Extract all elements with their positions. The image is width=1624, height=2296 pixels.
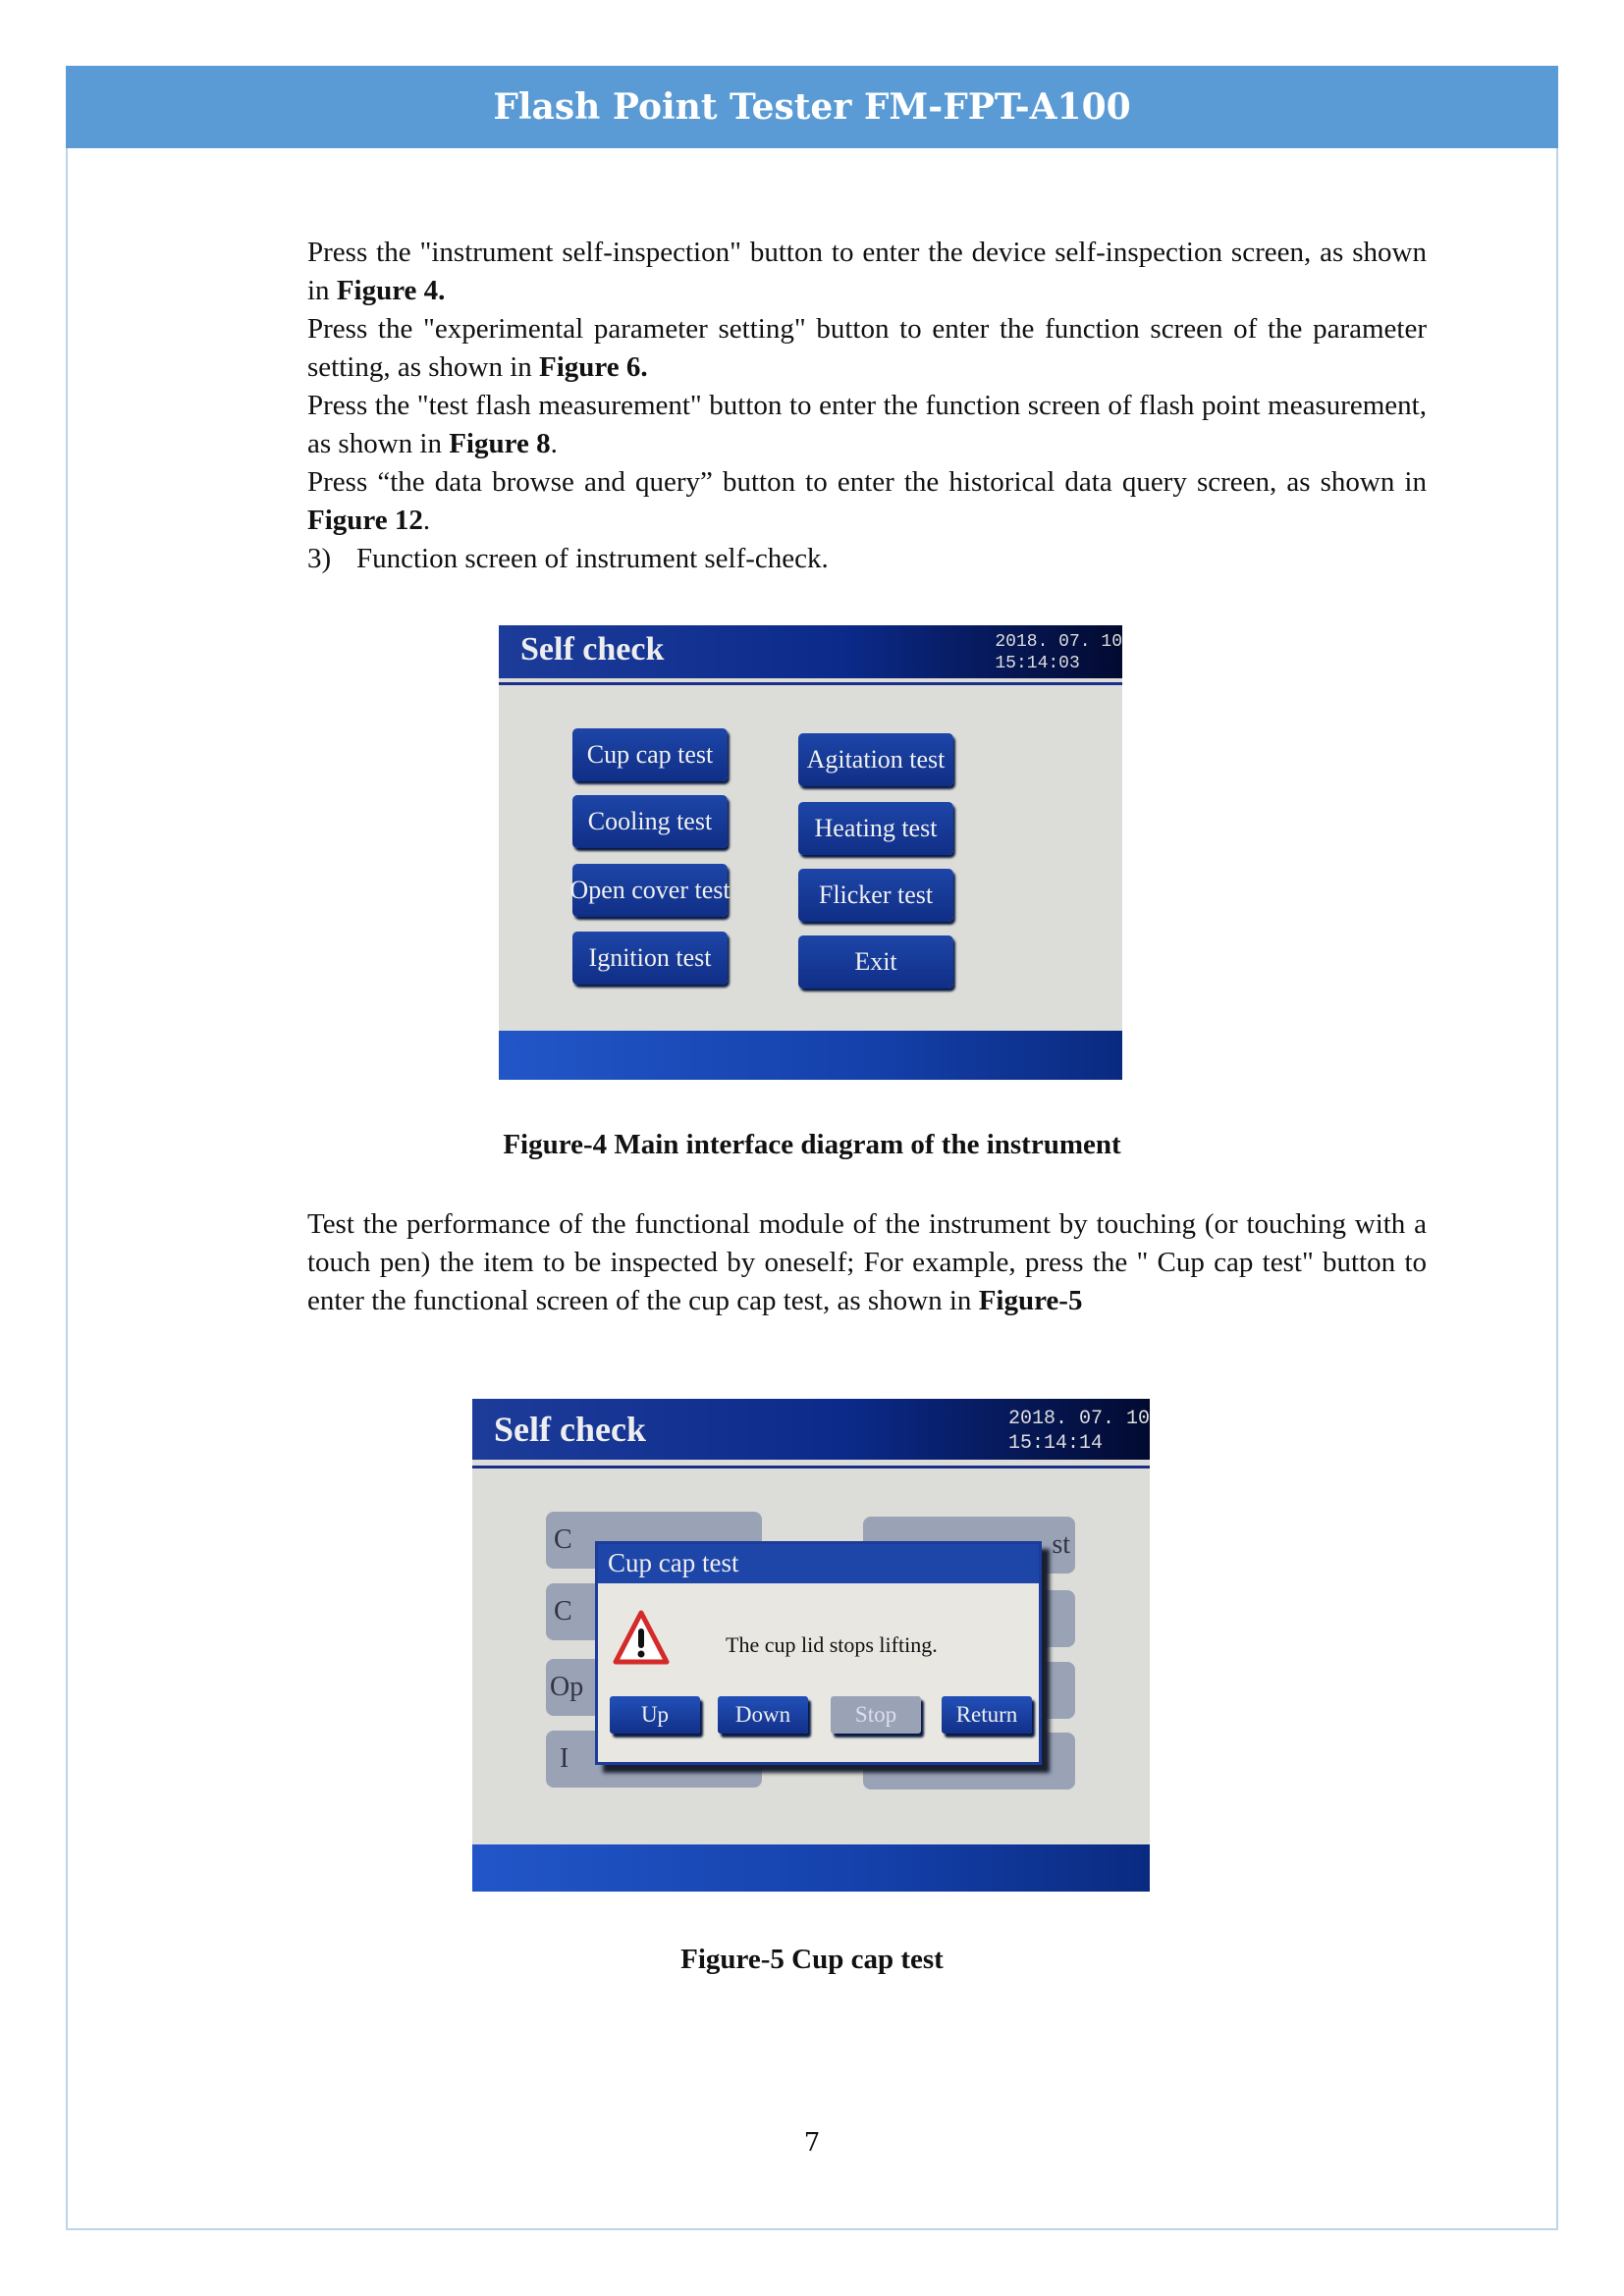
- figure-ref: Figure 12: [307, 505, 423, 536]
- exit-button[interactable]: Exit: [798, 935, 953, 988]
- time: 15:14:03: [995, 654, 1080, 673]
- figure-4-screenshot: [499, 625, 1122, 1080]
- dimmed-button: I: [546, 1731, 762, 1788]
- list-item-3: [307, 540, 1427, 578]
- figure-4-caption: Figure-4 Main interface diagram of the instrument: [503, 1129, 1121, 1160]
- intro-line: [307, 234, 1427, 310]
- screen-datetime: [1008, 1407, 1150, 1456]
- page-number: 7: [803, 2128, 821, 2158]
- list-number: 3): [307, 543, 332, 574]
- cup-cap-test-dialog: [595, 1541, 1042, 1765]
- heating-test-button[interactable]: Heating test: [798, 802, 953, 855]
- figure-ref: Figure 6.: [539, 351, 648, 383]
- dimmed-button: C: [546, 1512, 762, 1569]
- date: 2018. 07. 10: [995, 632, 1122, 652]
- intro-text-1: Press the "experimental parameter setting" button to enter the function screen of the parameter setting, as shown in: [307, 313, 1427, 383]
- intro-line: [307, 310, 1427, 387]
- intro-text-2: Press the "test flash measurement" button to enter the function screen of flash point measurement, as shown in: [307, 390, 1427, 459]
- screen-title-bar: [472, 1399, 1150, 1460]
- ignition-test-button[interactable]: Ignition test: [572, 932, 728, 985]
- dimmed-button: C: [546, 1583, 762, 1640]
- paragraph-2: [307, 1205, 1427, 1320]
- screen-datetime: [995, 631, 1122, 674]
- divider: [472, 1466, 1150, 1468]
- paragraph-text: Test the performance of the functional module of the instrument by touching (or touching with a touch pen) the item to be inspected by oneself; For example, press the " Cup cap test" button to enter the functional screen of the cup cap test, as shown in: [307, 1208, 1427, 1316]
- stop-button[interactable]: Stop: [831, 1696, 921, 1734]
- document-header: Flash Point Tester FM-FPT-A100: [66, 66, 1558, 148]
- figure-ref: Figure 4.: [336, 275, 446, 306]
- divider: [499, 682, 1122, 685]
- agitation-test-button[interactable]: Agitation test: [798, 733, 953, 786]
- time: 15:14:14: [1007, 1432, 1103, 1455]
- intro-line: [307, 463, 1427, 540]
- punct: .: [422, 505, 431, 536]
- cup-cap-test-button[interactable]: Cup cap test: [572, 728, 728, 781]
- intro-text: [307, 234, 1427, 578]
- intro-text-3: Press “the data browse and query” button to enter the historical data query screen, as shown in: [307, 466, 1427, 498]
- screen-title: Self check: [520, 631, 665, 667]
- screen-footer: [499, 1031, 1122, 1080]
- punct: .: [550, 428, 558, 459]
- screen-title: Self check: [494, 1410, 646, 1449]
- list-text: Function screen of instrument self-check.: [356, 543, 829, 574]
- open-cover-test-button[interactable]: Open cover test: [572, 864, 728, 917]
- dialog-title: Cup cap test: [598, 1544, 1039, 1583]
- dimmed-button: Op: [546, 1659, 762, 1716]
- warning-icon: [612, 1609, 671, 1666]
- dimmed-button: st: [863, 1517, 1075, 1574]
- cooling-test-button[interactable]: Cooling test: [572, 795, 728, 848]
- dialog-message: The cup lid stops lifting.: [726, 1632, 938, 1657]
- date: 2018. 07. 10: [1007, 1408, 1150, 1430]
- figure-ref: Figure-5: [978, 1285, 1083, 1316]
- return-button[interactable]: Return: [942, 1696, 1032, 1734]
- intro-text-0: Press the "instrument self-inspection" button to enter the device self-inspection screen, as shown in: [307, 237, 1427, 306]
- screen-title-bar: [499, 625, 1122, 678]
- up-button[interactable]: Up: [610, 1696, 700, 1734]
- figure-5-caption: Figure-5 Cup cap test: [680, 1944, 944, 1975]
- down-button[interactable]: Down: [718, 1696, 808, 1734]
- figure-5-screenshot: [472, 1399, 1150, 1892]
- flicker-test-button[interactable]: Flicker test: [798, 869, 953, 922]
- figure-ref: Figure 8: [449, 428, 551, 459]
- intro-line: [307, 387, 1427, 463]
- screen-footer: [472, 1844, 1150, 1892]
